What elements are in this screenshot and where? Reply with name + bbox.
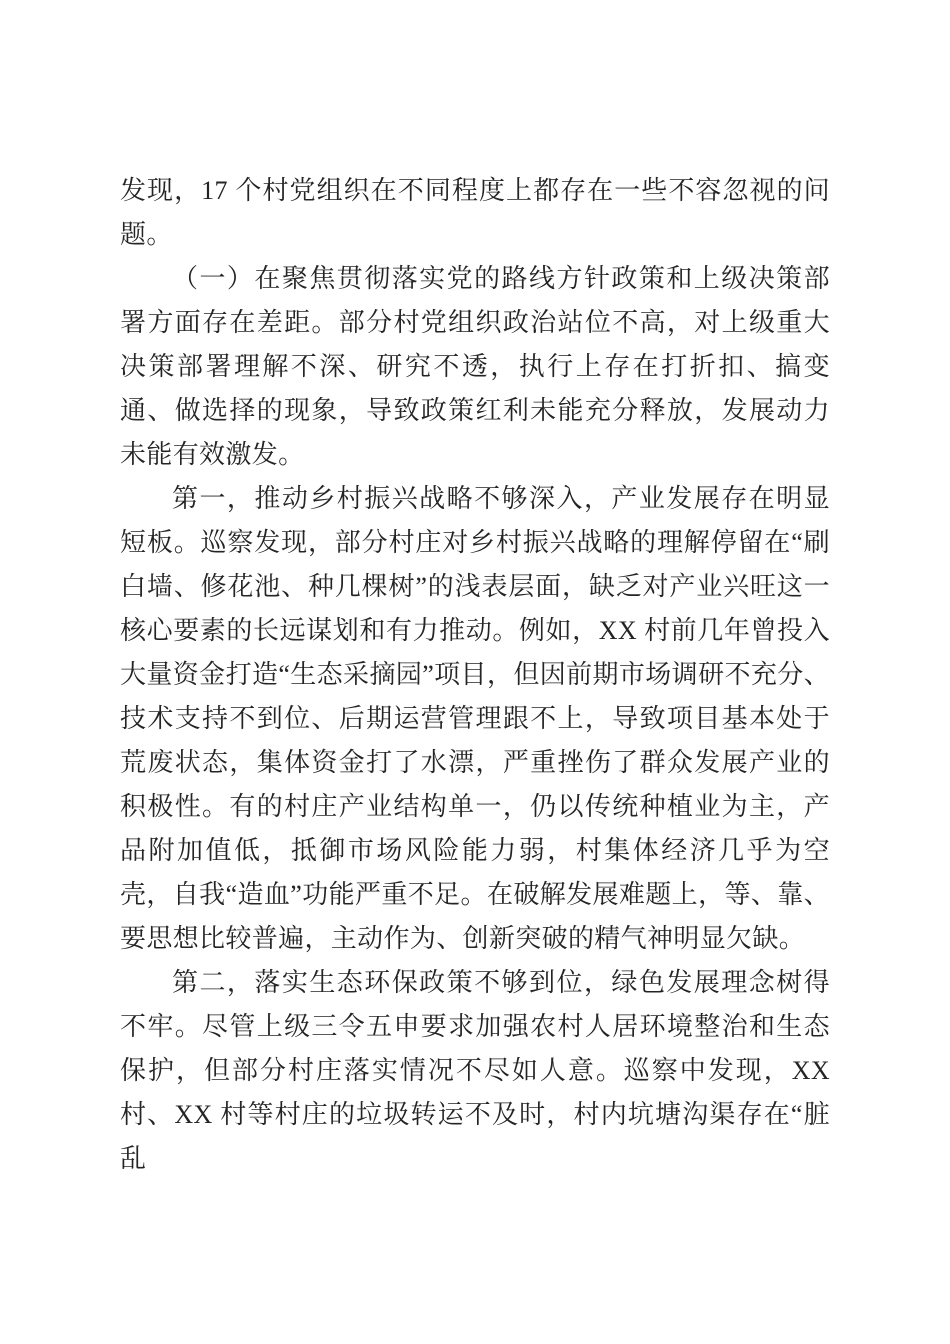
paragraph-point-two: 第二，落实生态环保政策不够到位，绿色发展理念树得不牢。尽管上级三令五申要求加强农村人居环境整治和生态保护，但部分村庄落实情况不尽如人意。巡察中发现，XX 村、XX 村等村庄的垃圾转运不及时，村内坑塘沟渠存在“脏乱 [120, 968, 830, 1173]
paragraph-continuation: 发现，17 个村党组织在不同程度上都存在一些不容忽视的问题。 [120, 176, 830, 249]
paragraph-point-one: 第一，推动乡村振兴战略不够深入，产业发展存在明显短板。巡察发现，部分村庄对乡村振兴战略的理解停留在“刷白墙、修花池、种几棵树”的浅表层面，缺乏对产业兴旺这一核心要素的长远谋划和有力推动。例如，XX 村前几年曾投入大量资金打造“生态采摘园”项目，但因前期市场调研不充分、技术支持不到位、后期运营管理跟不上，导致项目基本处于荒废状态，集体资金打了水漂，严重挫伤了群众发展产业的积极性。有的村庄产业结构单一，仍以传统种植业为主，产品附加值低，抵御市场风险能力弱，村集体经济几乎为空壳，自我“造血”功能严重不足。在破解发展难题上，等、靠、要思想比较普遍，主动作为、创新突破的精气神明显欠缺。 [120, 484, 830, 953]
paragraph-section-one-heading: （一）在聚焦贯彻落实党的路线方针政策和上级决策部署方面存在差距。部分村党组织政治站位不高，对上级重大决策部署理解不深、研究不透，执行上存在打折扣、搞变通、做选择的现象，导致政策红利未能充分释放，发展动力未能有效激发。 [120, 264, 830, 469]
document-body [120, 169, 830, 1181]
